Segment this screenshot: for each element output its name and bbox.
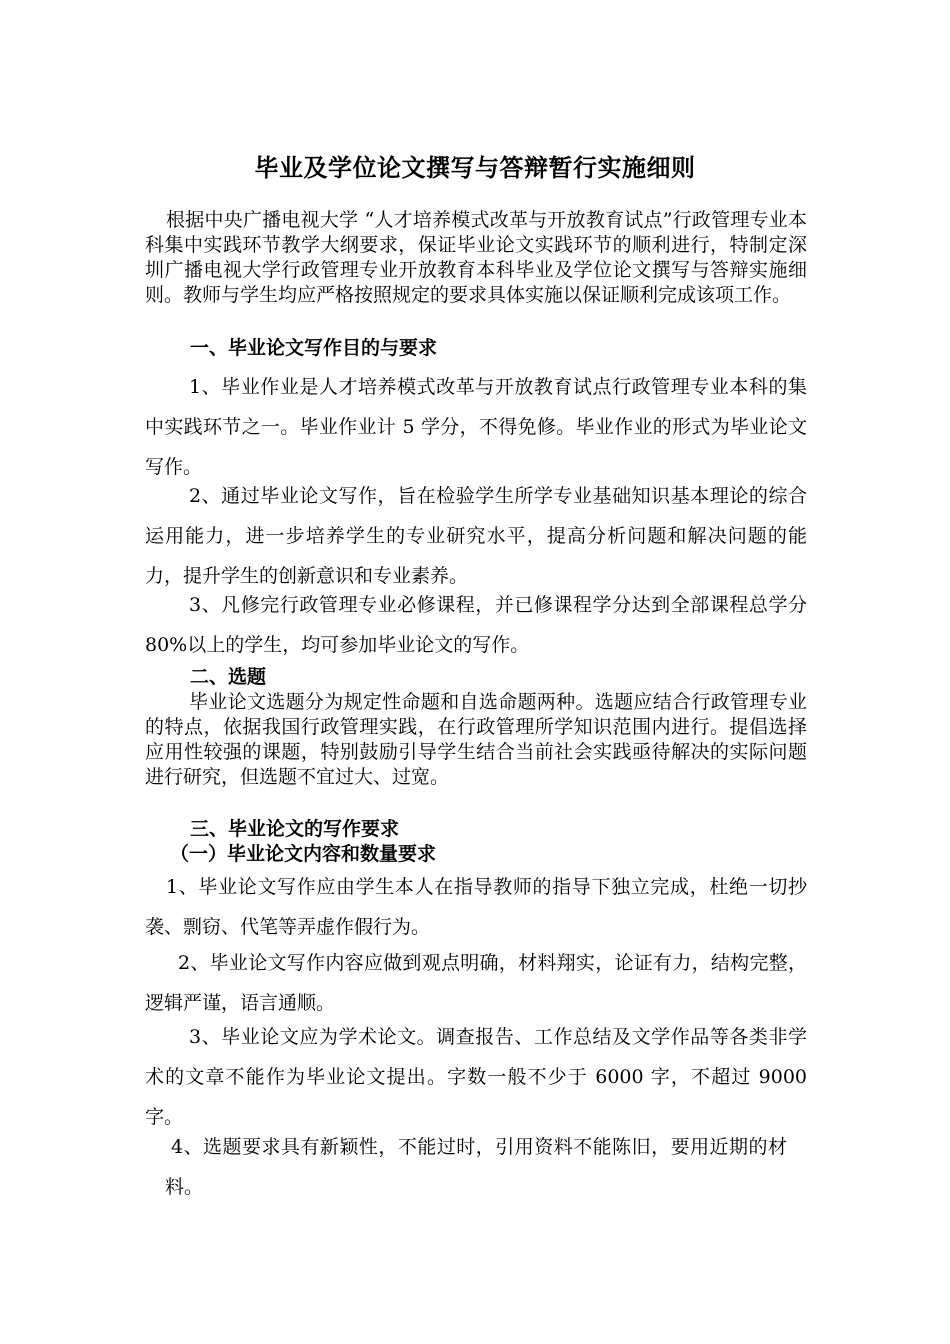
section-3-item-1: 1、毕业论文写作应由学生本人在指导教师的指导下独立完成，杜绝一切抄袭、剽窃、代笔等弄虚作假行为。 <box>145 876 807 938</box>
section-1-item-3: 3、凡修完行政管理专业必修课程，并已修课程学分达到全部课程总学分 80%以上的学生，均可参加毕业论文的写作。 <box>145 594 807 656</box>
section-3-item-2: 2、毕业论文写作内容应做到观点明确，材料翔实，论证有力，结构完整，逻辑严谨，语言通顺。 <box>145 952 807 1014</box>
section-1-item-1: 1、毕业作业是人才培养模式改革与开放教育试点行政管理专业本科的集中实践环节之一。毕业作业计 5 学分，不得免修。毕业作业的形式为毕业论文写作。 <box>145 376 807 478</box>
section-3-heading: 三、毕业论文的写作要求 <box>190 818 400 840</box>
section-2-heading: 二、选题 <box>190 666 267 688</box>
section-2-paragraph: 毕业论文选题分为规定性命题和自选命题两种。选题应结合行政管理专业的特点，依据我国行政管理实践，在行政管理所学知识范围内进行。提倡选择应用性较强的课题，特别鼓励引导学生结合当前社会实践亟待解决的实际问题进行研究，但选题不宜过大、过宽。 <box>145 691 807 788</box>
section-3-subheading: （一）毕业论文内容和数量要求 <box>170 843 437 865</box>
section-3-item-3: 3、毕业论文应为学术论文。调查报告、工作总结及文学作品等各类非学术的文章不能作为毕业论文提出。字数一般不少于 6000 字，不超过 9000 字。 <box>145 1026 807 1128</box>
section-1-item-2: 2、通过毕业论文写作，旨在检验学生所学专业基础知识基本理论的综合运用能力，进一步培养学生的专业研究水平，提高分析问题和解决问题的能力，提升学生的创新意识和专业素养。 <box>145 485 807 587</box>
section-1-heading: 一、毕业论文写作目的与要求 <box>190 337 438 359</box>
intro-paragraph: 根据中央广播电视大学 “人才培养模式改革与开放教育试点”行政管理专业本科集中实践环节教学大纲要求，保证毕业论文实践环节的顺利进行，特制定深圳广播电视大学行政管理专业开放教育本科毕业及学位论文撰写与答辩实施细则。教师与学生均应严格按照规定的要求具体实施以保证顺利完成该项工作。 <box>145 209 807 306</box>
section-3-item-4: 4、选题要求具有新颖性，不能过时，引用资料不能陈旧，要用近期的材料。 <box>165 1136 787 1198</box>
document-title: 毕业及学位论文撰写与答辩暂行实施细则 <box>254 154 696 183</box>
